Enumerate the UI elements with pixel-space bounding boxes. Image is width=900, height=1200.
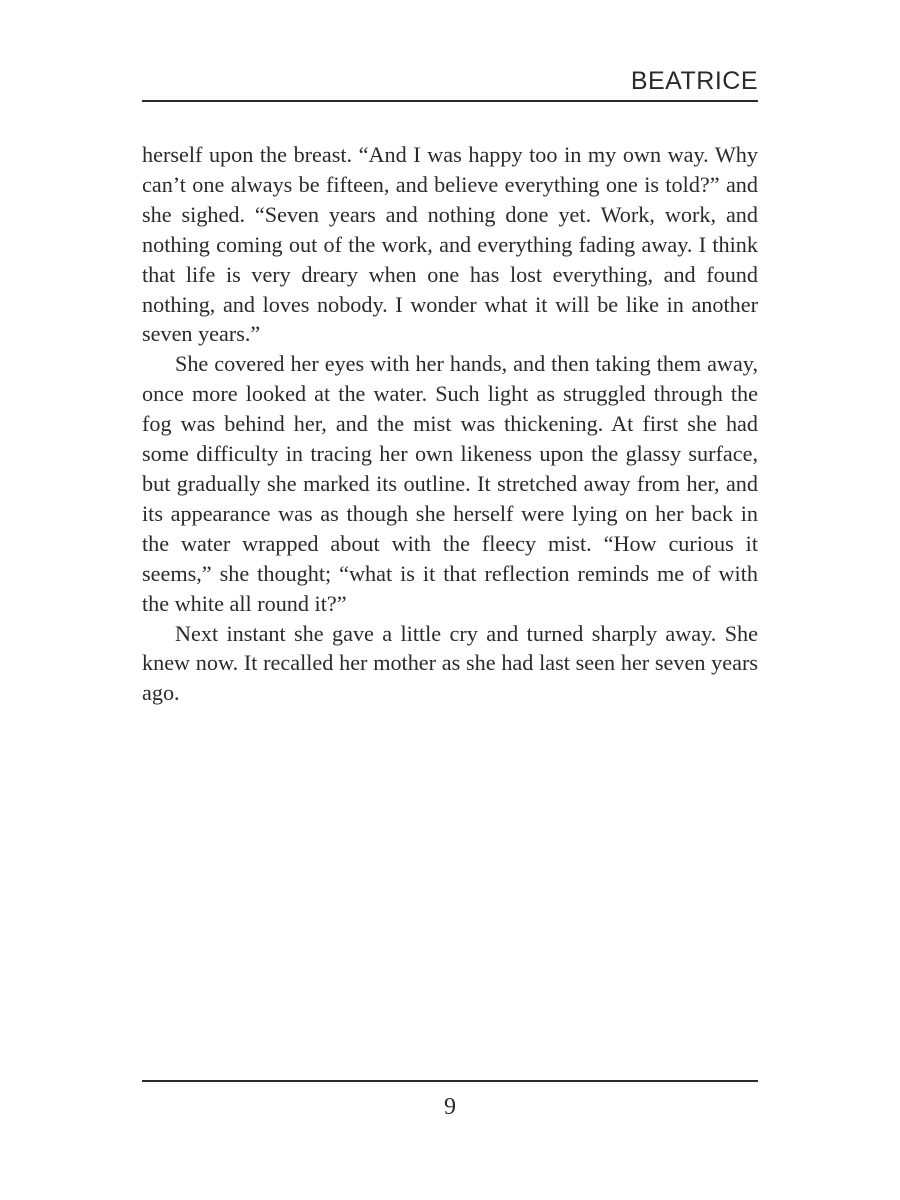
page-number: 9 bbox=[444, 1094, 456, 1120]
running-head-title: BEATRICE bbox=[630, 67, 758, 95]
paragraph-3: Next instant she gave a little cry and turned sharply away. She knew now. It recalled her mother as she had last seen her seven years ago. bbox=[142, 620, 758, 706]
footer-rule bbox=[142, 1080, 758, 1082]
body-text bbox=[142, 140, 758, 708]
header-rule bbox=[142, 100, 758, 102]
paragraph-1: herself upon the breast. “And I was happy too in my own way. Why can’t one always be fifteen, and believe everything one is told?” and she sighed. “Seven years and nothing done yet. Work, work, and nothing coming out of the work, and everything fading away. I think that life is very dreary when one has lost everything, and found nothing, and loves nobody. I wonder what it will be like in another seven years.” bbox=[142, 142, 758, 347]
paragraph-2: She covered her eyes with her hands, and then taking them away, once more looked at the water. Such light as struggled through the fog was behind her, and the mist was thickening. At first she had some difficulty in tracing her own likeness upon the glassy surface, but gradually she marked its outline. It stretched away from her, and its appearance was as though she herself were lying on her back in the water wrapped about with the fleecy mist. “How curious it seems,” she thought; “what is it that reflection reminds me of with the white all round it?” bbox=[142, 351, 758, 616]
